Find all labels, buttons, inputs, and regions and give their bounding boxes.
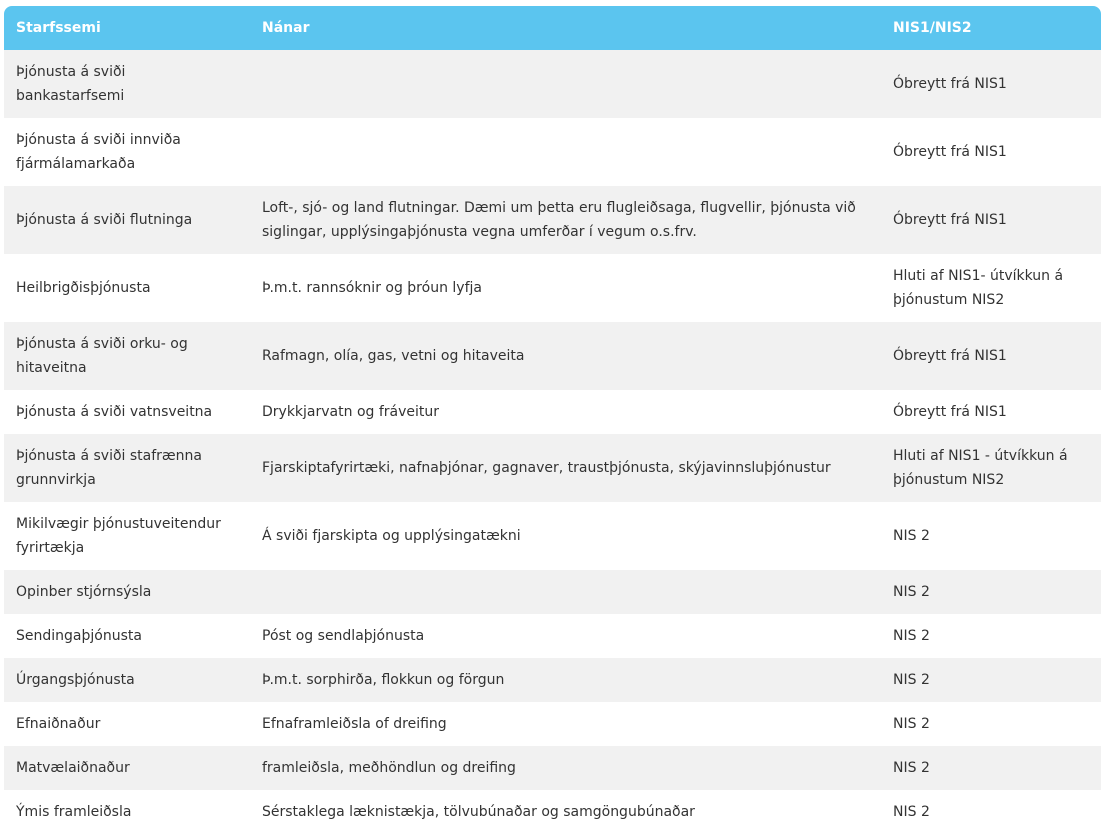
- table-row: [4, 570, 1101, 614]
- cell-nanar: Sérstaklega læknistækja, tölvubúnaðar og samgöngubúnaðar: [250, 790, 881, 834]
- table-row: [4, 254, 1101, 322]
- table-row: [4, 434, 1101, 502]
- table-row: [4, 614, 1101, 658]
- cell-nis: Óbreytt frá NIS1: [881, 118, 1101, 186]
- table-header-row: [4, 6, 1101, 50]
- table-row: [4, 790, 1101, 834]
- cell-nanar: Á sviði fjarskipta og upplýsingatækni: [250, 502, 881, 570]
- cell-starfssemi: Þjónusta á sviði flutninga: [4, 186, 250, 254]
- cell-starfssemi: Þjónusta á sviði vatnsveitna: [4, 390, 250, 434]
- cell-nanar: Fjarskiptafyrirtæki, nafnaþjónar, gagnaver, traustþjónusta, skýjavinnsluþjónustur: [250, 434, 881, 502]
- cell-starfssemi: Mikilvægir þjónustuveitendur fyrirtækja: [4, 502, 250, 570]
- table-row: [4, 322, 1101, 390]
- cell-starfssemi: Heilbrigðisþjónusta: [4, 254, 250, 322]
- cell-nis: NIS 2: [881, 570, 1101, 614]
- cell-nanar: Loft-, sjó- og land flutningar. Dæmi um þetta eru flugleiðsaga, flugvellir, þjónusta við siglingar, upplýsingaþjónusta vegna umferðar í vegum o.s.frv.: [250, 186, 881, 254]
- header-starfssemi: Starfssemi: [4, 6, 250, 50]
- table-row: [4, 702, 1101, 746]
- cell-nanar: Póst og sendlaþjónusta: [250, 614, 881, 658]
- cell-nis: Hluti af NIS1- útvíkkun á þjónustum NIS2: [881, 254, 1101, 322]
- cell-starfssemi: Opinber stjórnsýsla: [4, 570, 250, 614]
- cell-nis: NIS 2: [881, 658, 1101, 702]
- cell-starfssemi: Þjónusta á sviði bankastarfsemi: [4, 50, 250, 118]
- table-row: [4, 502, 1101, 570]
- cell-starfssemi: Þjónusta á sviði stafrænna grunnvirkja: [4, 434, 250, 502]
- table-row: [4, 186, 1101, 254]
- table-row: [4, 658, 1101, 702]
- header-nanar: Nánar: [250, 6, 881, 50]
- cell-nanar: [250, 50, 881, 118]
- cell-nis: NIS 2: [881, 746, 1101, 790]
- table-row: [4, 746, 1101, 790]
- cell-nis: Hluti af NIS1 - útvíkkun á þjónustum NIS2: [881, 434, 1101, 502]
- cell-nis: Óbreytt frá NIS1: [881, 186, 1101, 254]
- cell-starfssemi: Þjónusta á sviði innviða fjármálamarkaða: [4, 118, 250, 186]
- cell-nanar: Þ.m.t. sorphirða, flokkun og förgun: [250, 658, 881, 702]
- cell-nis: NIS 2: [881, 614, 1101, 658]
- cell-nanar: Þ.m.t. rannsóknir og þróun lyfja: [250, 254, 881, 322]
- cell-nanar: Drykkjarvatn og fráveitur: [250, 390, 881, 434]
- cell-nis: NIS 2: [881, 702, 1101, 746]
- cell-starfssemi: Ýmis framleiðsla: [4, 790, 250, 834]
- cell-nanar: [250, 570, 881, 614]
- cell-starfssemi: Efnaiðnaður: [4, 702, 250, 746]
- cell-nis: NIS 2: [881, 790, 1101, 834]
- cell-nanar: Efnaframleiðsla of dreifing: [250, 702, 881, 746]
- table-row: [4, 390, 1101, 434]
- cell-starfssemi: Matvælaiðnaður: [4, 746, 250, 790]
- cell-starfssemi: Úrgangsþjónusta: [4, 658, 250, 702]
- sectors-table-container: [4, 6, 1101, 834]
- sectors-table: [4, 6, 1101, 834]
- cell-nanar: [250, 118, 881, 186]
- table-row: [4, 50, 1101, 118]
- cell-starfssemi: Þjónusta á sviði orku- og hitaveitna: [4, 322, 250, 390]
- cell-nis: Óbreytt frá NIS1: [881, 50, 1101, 118]
- cell-nis: Óbreytt frá NIS1: [881, 322, 1101, 390]
- header-nis: NIS1/NIS2: [881, 6, 1101, 50]
- cell-nis: Óbreytt frá NIS1: [881, 390, 1101, 434]
- table-row: [4, 118, 1101, 186]
- cell-nanar: framleiðsla, meðhöndlun og dreifing: [250, 746, 881, 790]
- cell-starfssemi: Sendingaþjónusta: [4, 614, 250, 658]
- cell-nis: NIS 2: [881, 502, 1101, 570]
- cell-nanar: Rafmagn, olía, gas, vetni og hitaveita: [250, 322, 881, 390]
